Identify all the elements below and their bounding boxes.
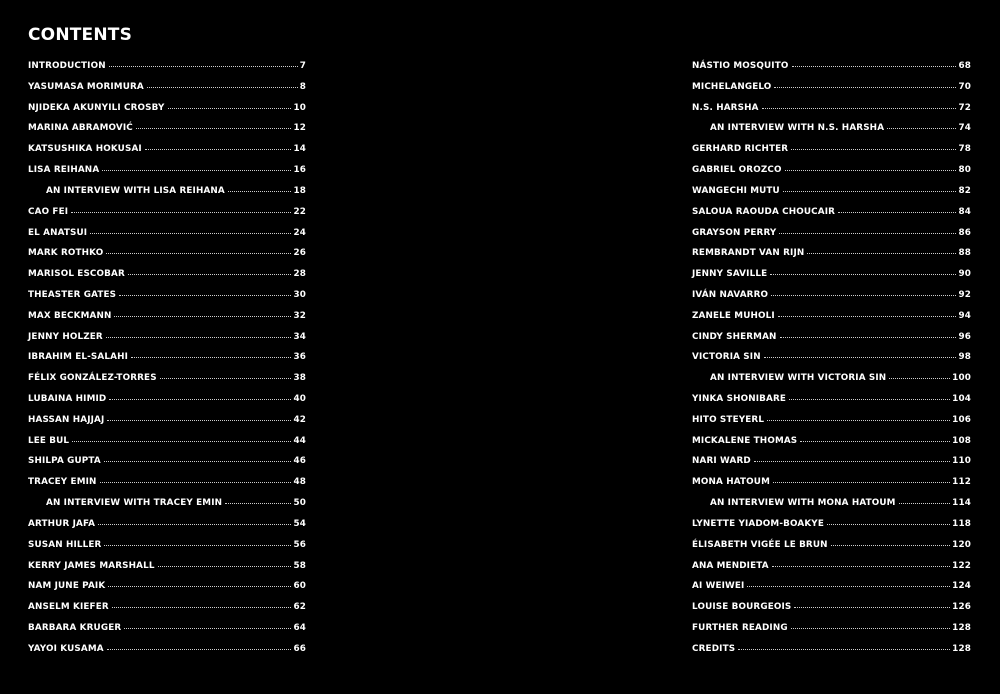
toc-page-number: 104 [952,394,971,404]
toc-entry[interactable] [692,410,971,431]
toc-entry-title: ANA MENDIETA [692,560,769,571]
toc-entry-title: MONA HATOUM [692,477,770,488]
toc-interview-entry[interactable] [692,368,971,389]
toc-page-number: 28 [293,269,306,280]
toc-entry-title: CREDITS [692,643,736,654]
toc-page-number: 64 [293,622,306,633]
toc-entry[interactable] [28,202,306,223]
toc-entry-title: SHILPA GUPTA [28,456,101,467]
toc-entry[interactable] [692,243,971,264]
toc-entry[interactable] [28,77,306,98]
toc-page-number: 58 [293,560,306,571]
toc-entry-title: FÉLIX GONZÁLEZ-TORRES [28,373,157,384]
toc-page-number: 66 [293,643,306,654]
toc-page-number: 108 [952,435,971,446]
toc-dot-leader [228,190,292,192]
toc-entry-title: BARBARA KRUGER [28,622,122,633]
toc-dot-leader [128,273,292,275]
toc-dot-leader [807,252,956,254]
toc-page-number: 26 [293,248,306,259]
toc-entry[interactable] [692,327,971,348]
toc-entry[interactable] [28,139,306,160]
toc-page-number: 110 [952,456,971,467]
toc-page-number: 128 [952,643,971,654]
toc-entry[interactable] [28,56,306,77]
toc-page-number: 120 [952,539,971,550]
toc-dot-leader [147,86,298,88]
toc-entry-title: HASSAN HAJJAJ [28,414,105,425]
toc-dot-leader [136,127,292,129]
toc-page-number: 70 [958,81,971,92]
toc-dot-leader [794,606,950,608]
toc-entry[interactable] [28,556,306,577]
toc-entry-title: ZANELE MUHOLI [692,310,775,321]
toc-entry[interactable] [692,347,971,368]
toc-entry[interactable] [692,431,971,452]
toc-entry-title: GABRIEL OROZCO [692,165,782,176]
toc-page-number: 72 [958,102,971,113]
toc-entry-title: JENNY HOLZER [28,331,103,342]
toc-entry-title: MARISOL ESCOBAR [28,269,125,280]
toc-entry-title: THEASTER GATES [28,289,117,300]
toc-dot-leader [112,606,292,608]
toc-entry-title: NJIDEKA AKUNYILI CROSBY [28,102,165,113]
toc-entry[interactable] [28,264,306,285]
toc-dot-leader [770,273,956,275]
toc-dot-leader [783,190,957,192]
toc-entry-title: LEE BUL [28,435,70,446]
toc-entry-title: N.S. HARSHA [692,102,759,113]
toc-entry-title: LISA REIHANA [28,165,100,176]
toc-dot-leader [160,377,292,379]
toc-entry-title: HITO STEYERL [692,414,765,425]
toc-page-number: 46 [293,456,306,467]
toc-dot-leader [104,544,291,546]
toc-dot-leader [100,481,292,483]
toc-dot-leader [108,585,291,587]
toc-entry[interactable] [28,431,306,452]
toc-page-number: 74 [958,123,971,134]
toc-dot-leader [124,627,291,629]
toc-entry-title: JENNY SAVILLE [692,269,768,280]
toc-entry[interactable] [692,472,971,493]
toc-page-number: 88 [958,248,971,259]
toc-page-number: 60 [293,581,306,592]
toc-entry-title: ARTHUR JAFA [28,518,96,529]
toc-entry-title: LUBAINA HIMID [28,394,107,404]
toc-entry[interactable] [28,472,306,493]
toc-dot-leader [145,148,292,150]
toc-entry[interactable] [692,556,971,577]
toc-entry[interactable] [692,181,971,202]
toc-page-number: 98 [958,352,971,363]
toc-entry-title: MICHELANGELO [692,81,772,92]
toc-page-number: 86 [958,227,971,238]
toc-page-number: 94 [958,310,971,321]
toc-entry[interactable] [28,98,306,119]
toc-dot-leader [774,86,956,88]
toc-page-number: 22 [293,206,306,217]
toc-page-number: 50 [293,498,306,509]
toc-entry-title: AN INTERVIEW WITH MONA HATOUM [710,498,896,509]
toc-right-column [692,56,971,660]
toc-entry-title: VICTORIA SIN [692,352,761,363]
toc-entry[interactable] [28,347,306,368]
toc-entry[interactable] [692,639,971,660]
toc-dot-leader [773,481,950,483]
toc-entry-title: FURTHER READING [692,622,788,633]
toc-page-number: 118 [952,518,971,529]
page-title: CONTENTS [28,25,133,45]
toc-dot-leader [767,419,950,421]
toc-entry[interactable] [692,77,971,98]
toc-dot-leader [104,460,292,462]
toc-dot-leader [119,294,291,296]
toc-interview-entry[interactable] [692,118,971,139]
toc-dot-leader [168,107,292,109]
toc-entry[interactable] [692,285,971,306]
toc-entry[interactable] [28,306,306,327]
toc-entry-title: YASUMASA MORIMURA [28,81,144,92]
toc-entry[interactable] [28,451,306,472]
toc-page-number: 40 [293,394,306,404]
toc-dot-leader [131,356,291,358]
toc-entry[interactable] [692,514,971,535]
toc-dot-leader [887,127,956,129]
toc-dot-leader [789,398,950,400]
toc-entry[interactable] [28,368,306,389]
toc-entry-title: LOUISE BOURGEOIS [692,602,792,613]
toc-page-number: 78 [958,144,971,155]
toc-dot-leader [107,419,291,421]
toc-interview-entry[interactable] [692,493,971,514]
toc-page-number: 32 [293,310,306,321]
toc-entry[interactable] [692,389,971,410]
toc-entry-title: NÁSTIO MOSQUITO [692,61,789,71]
toc-dot-leader [747,585,950,587]
toc-entry[interactable] [692,139,971,160]
toc-dot-leader [109,398,291,400]
toc-entry-title: KATSUSHIKA HOKUSAI [28,144,142,155]
toc-left-column [28,56,306,660]
toc-interview-entry[interactable] [28,493,306,514]
toc-entry-title: ANSELM KIEFER [28,602,109,613]
toc-entry[interactable] [28,285,306,306]
toc-dot-leader [762,107,957,109]
toc-page-number: 12 [293,123,306,134]
toc-dot-leader [71,211,291,213]
toc-entry[interactable] [28,639,306,660]
toc-entry-title: MARINA ABRAMOVIĆ [28,123,133,134]
toc-page-number: 114 [952,498,971,509]
toc-dot-leader [785,169,957,171]
toc-dot-leader [831,544,951,546]
toc-dot-leader [780,336,957,338]
toc-dot-leader [98,523,291,525]
toc-dot-leader [772,565,950,567]
toc-page-number: 7 [299,61,306,71]
toc-dot-leader [827,523,950,525]
toc-entry[interactable] [28,243,306,264]
toc-dot-leader [899,502,951,504]
toc-entry[interactable] [692,618,971,639]
toc-dot-leader [72,440,291,442]
toc-entry-title: AN INTERVIEW WITH VICTORIA SIN [710,373,887,384]
toc-entry-title: AI WEIWEI [692,581,745,592]
toc-page-number: 112 [952,477,971,488]
toc-entry[interactable] [28,410,306,431]
toc-entry[interactable] [692,576,971,597]
toc-entry[interactable] [28,514,306,535]
toc-page-number: 128 [952,622,971,633]
toc-entry-title: AN INTERVIEW WITH N.S. HARSHA [710,123,885,134]
toc-entry-title: KERRY JAMES MARSHALL [28,560,155,571]
toc-dot-leader [107,648,292,650]
toc-entry[interactable] [28,160,306,181]
toc-entry-title: WANGECHI MUTU [692,185,780,196]
toc-dot-leader [889,377,950,379]
toc-dot-leader [106,336,292,338]
toc-dot-leader [106,252,291,254]
toc-entry-title: IBRAHIM EL-SALAHI [28,352,129,363]
toc-page-number: 100 [952,373,971,384]
toc-entry[interactable] [28,327,306,348]
toc-entry[interactable] [28,576,306,597]
toc-page-number: 10 [293,102,306,113]
toc-page-number: 18 [293,185,306,196]
toc-page-number: 42 [293,414,306,425]
toc-interview-entry[interactable] [28,181,306,202]
toc-page-number: 34 [293,331,306,342]
toc-entry[interactable] [28,223,306,244]
toc-dot-leader [738,648,950,650]
toc-dot-leader [102,169,291,171]
toc-dot-leader [779,232,956,234]
toc-page-number: 16 [293,165,306,176]
toc-dot-leader [792,65,957,67]
toc-entry-title: ÉLISABETH VIGÉE LE BRUN [692,539,828,550]
toc-dot-leader [800,440,950,442]
toc-page-number: 30 [293,289,306,300]
toc-entry[interactable] [28,597,306,618]
toc-page-number: 48 [293,477,306,488]
toc-entry-title: YAYOI KUSAMA [28,643,104,654]
toc-dot-leader [114,315,291,317]
toc-entry[interactable] [28,535,306,556]
toc-entry[interactable] [28,389,306,410]
toc-dot-leader [838,211,956,213]
toc-entry-title: AN INTERVIEW WITH LISA REIHANA [46,185,225,196]
toc-entry-title: CAO FEI [28,206,69,217]
toc-dot-leader [109,65,298,67]
toc-page-number: 36 [293,352,306,363]
toc-page-number: 92 [958,289,971,300]
toc-entry[interactable] [28,618,306,639]
toc-dot-leader [778,315,957,317]
toc-dot-leader [754,460,950,462]
toc-page-number: 82 [958,185,971,196]
toc-page-number: 126 [952,602,971,613]
toc-page-number: 8 [299,81,306,92]
toc-page-number: 90 [958,269,971,280]
toc-page-number: 80 [958,165,971,176]
toc-page-number: 54 [293,518,306,529]
toc-entry-title: SALOUA RAOUDA CHOUCAIR [692,206,836,217]
toc-page-number: 106 [952,414,971,425]
toc-entry-title: GERHARD RICHTER [692,144,789,155]
toc-entry-title: IVÁN NAVARRO [692,289,769,300]
toc-entry-title: NARI WARD [692,456,751,467]
toc-entry-title: CINDY SHERMAN [692,331,777,342]
toc-dot-leader [90,232,291,234]
toc-dot-leader [158,565,292,567]
toc-entry[interactable] [692,306,971,327]
toc-entry[interactable] [692,535,971,556]
toc-entry-title: REMBRANDT VAN RIJN [692,248,805,259]
toc-entry-title: SUSAN HILLER [28,539,102,550]
toc-dot-leader [791,627,950,629]
toc-page-number: 38 [293,373,306,384]
toc-dot-leader [764,356,957,358]
toc-entry[interactable] [692,202,971,223]
toc-entry[interactable] [692,264,971,285]
toc-entry-title: MARK ROTHKO [28,248,104,259]
toc-page-number: 84 [958,206,971,217]
toc-entry[interactable] [692,223,971,244]
toc-page-number: 96 [958,331,971,342]
toc-page-number: 24 [293,227,306,238]
toc-entry[interactable] [692,56,971,77]
toc-entry[interactable] [692,451,971,472]
toc-page-number: 62 [293,602,306,613]
toc-entry-title: EL ANATSUI [28,227,88,238]
toc-page-number: 44 [293,435,306,446]
toc-page-number: 68 [958,61,971,71]
toc-entry[interactable] [692,98,971,119]
toc-entry-title: GRAYSON PERRY [692,227,777,238]
toc-entry-title: YINKA SHONIBARE [692,394,787,404]
toc-entry-title: AN INTERVIEW WITH TRACEY EMIN [46,498,223,509]
toc-page-number: 56 [293,539,306,550]
toc-dot-leader [771,294,956,296]
toc-entry-title: MICKALENE THOMAS [692,435,798,446]
toc-entry-title: LYNETTE YIADOM-BOAKYE [692,518,824,529]
toc-page-number: 14 [293,144,306,155]
toc-entry-title: MAX BECKMANN [28,310,112,321]
toc-entry[interactable] [28,118,306,139]
toc-dot-leader [225,502,291,504]
toc-entry[interactable] [692,597,971,618]
toc-entry-title: NAM JUNE PAIK [28,581,106,592]
toc-entry-title: INTRODUCTION [28,61,106,71]
toc-entry-title: TRACEY EMIN [28,477,97,488]
toc-entry[interactable] [692,160,971,181]
toc-page-number: 124 [952,581,971,592]
toc-page-number: 122 [952,560,971,571]
toc-dot-leader [791,148,956,150]
